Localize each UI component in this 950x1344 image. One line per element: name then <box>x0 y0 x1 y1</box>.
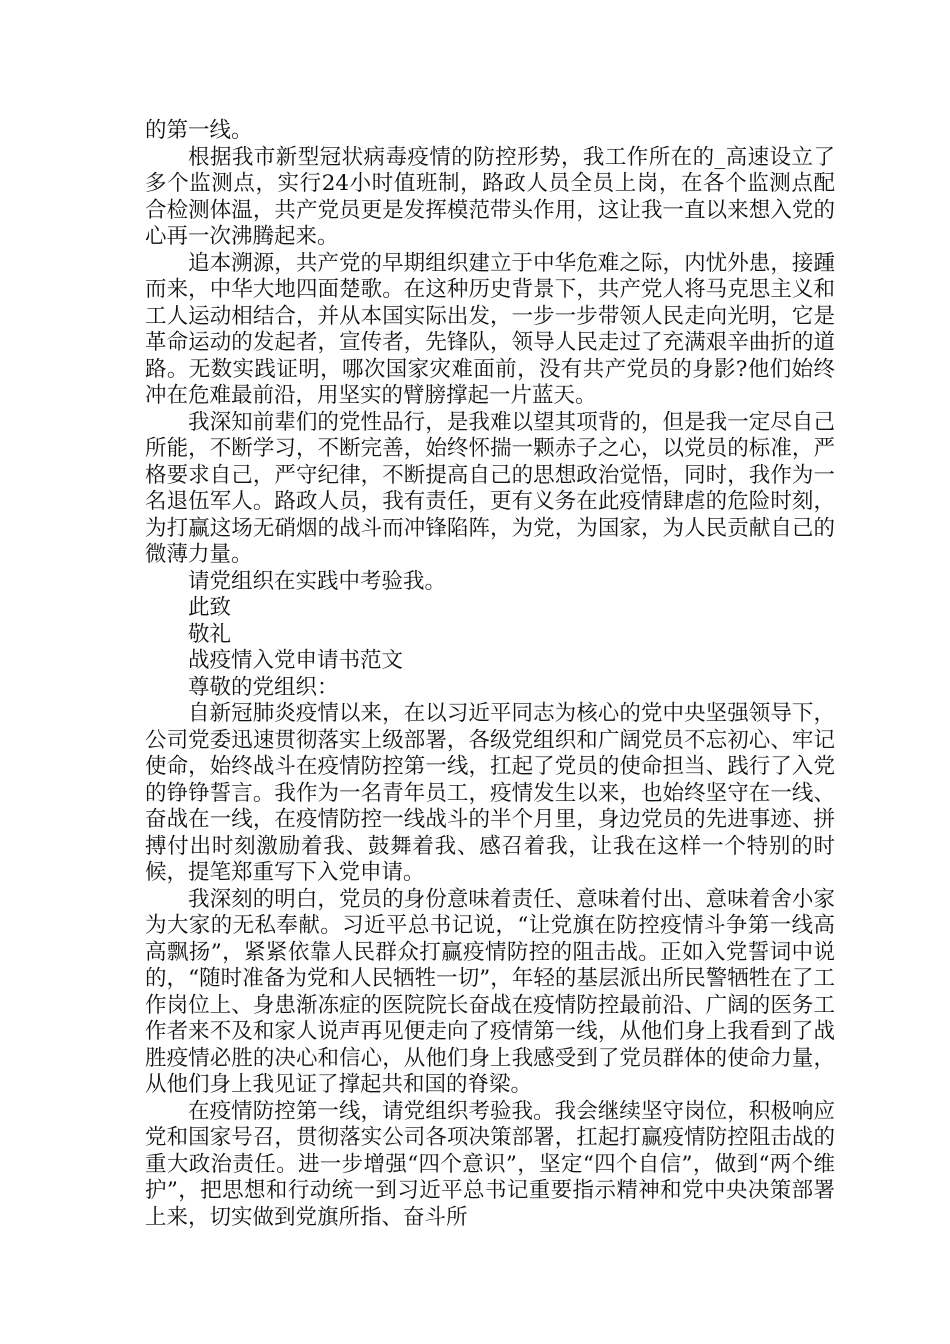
paragraph-request-test: 请党组织在实践中考验我。 <box>188 568 447 594</box>
paragraph-closing-cizhi: 此致 <box>188 595 232 620</box>
paragraph-monitoring-points: 根据我市新型冠状病毒疫情的防控形势，我工作所在的_高速设立了多个监测点，实行24小时值班制，路政人员全员上岗，在各个监测点配合检测体温，共产党员更是发挥模范带头作用，这让我一直以来想入党的心再一次沸腾起来。 <box>145 144 835 249</box>
paragraph-frontline-commitment: 在疫情防控第一线，请党组织考验我。我会继续坚守岗位，积极响应党和国家号召，贯彻落实公司各项决策部署，扛起打赢疫情防控阻击战的重大政治责任。进一步增强“四个意识”，坚定“四个自信”，做到“两个维护”，把思想和行动统一到习近平总书记重要指示精神和党中央决策部署上来，切实做到党旗所指、奋斗所 <box>145 1098 835 1230</box>
salutation: 尊敬的党组织： <box>188 674 339 700</box>
paragraph-personal-commitment: 我深知前辈们的党性品行，是我难以望其项背的，但是我一定尽自己所能，不断学习，不断完善，始终怀揣一颗赤子之心，以党员的标准，严格要求自己，严守纪律，不断提高自己的思想政治觉悟，同时，我作为一名退伍军人。路政人员，我有责任，更有义务在此疫情肆虐的危险时刻，为打赢这场无硝烟的战斗而冲锋陷阵，为党，为国家，为人民贡献自己的微薄力量。 <box>145 409 835 567</box>
paragraph-epidemic-intro: 自新冠肺炎疫情以来，在以习近平同志为核心的党中央坚强领导下，公司党委迅速贯彻落实上级部署，各级党组织和广阔党员不忘初心、牢记使命，始终战斗在疫情防控第一线，扛起了党员的使命担当、践行了入党的铮铮誓言。我作为一名青年员工，疫情发生以来，也始终坚守在一线、奋战在一线，在疫情防控一线战斗的半个月里，身边党员的先进事迹、拼搏付出时刻激励着我、鼓舞着我、感召着我，让我在这样一个特别的时候，提笔郑重写下入党申请。 <box>145 701 835 885</box>
paragraph-party-history: 追本溯源，共产党的早期组织建立于中华危难之际，内忧外患，接踵而来，中华大地四面楚歌。在这种历史背景下，共产党人将马克思主义和工人运动相结合，并从本国实际出发，一步一步带领人民走向光明，它是革命运动的发起者，宣传者，先锋队，领导人民走过了充满艰辛曲折的道路。无数实践证明，哪次国家灾难面前，没有共产党员的身影?他们始终冲在危难最前沿，用坚实的臂膀撑起一片蓝天。 <box>145 250 835 408</box>
paragraph-party-member-identity: 我深刻的明白，党员的身份意味着责任、意味着付出、意味着舍小家为大家的无私奉献。习近平总书记说，“让党旗在防控疫情斗争第一线高高飘扬”，紧紧依靠人民群众打赢疫情防控的阻击战。正如入党誓词中说的，“随时准备为党和人民牺牲一切”，年轻的基层派出所民警牺牲在了工作岗位上、身患渐冻症的医院院长奋战在疫情防控最前沿、广阔的医务工作者来不及和家人说声再见便走向了疫情第一线，从他们身上我看到了战胜疫情必胜的决心和信心，从他们身上我感受到了党员群体的使命力量，从他们身上我见证了撑起共和国的脊梁。 <box>145 886 835 1097</box>
paragraph-continuation: 的第一线。 <box>145 118 253 143</box>
document-page <box>145 118 835 1231</box>
section-title: 战疫情入党申请书范文 <box>188 648 404 673</box>
paragraph-closing-jingli: 敬礼 <box>188 621 232 647</box>
